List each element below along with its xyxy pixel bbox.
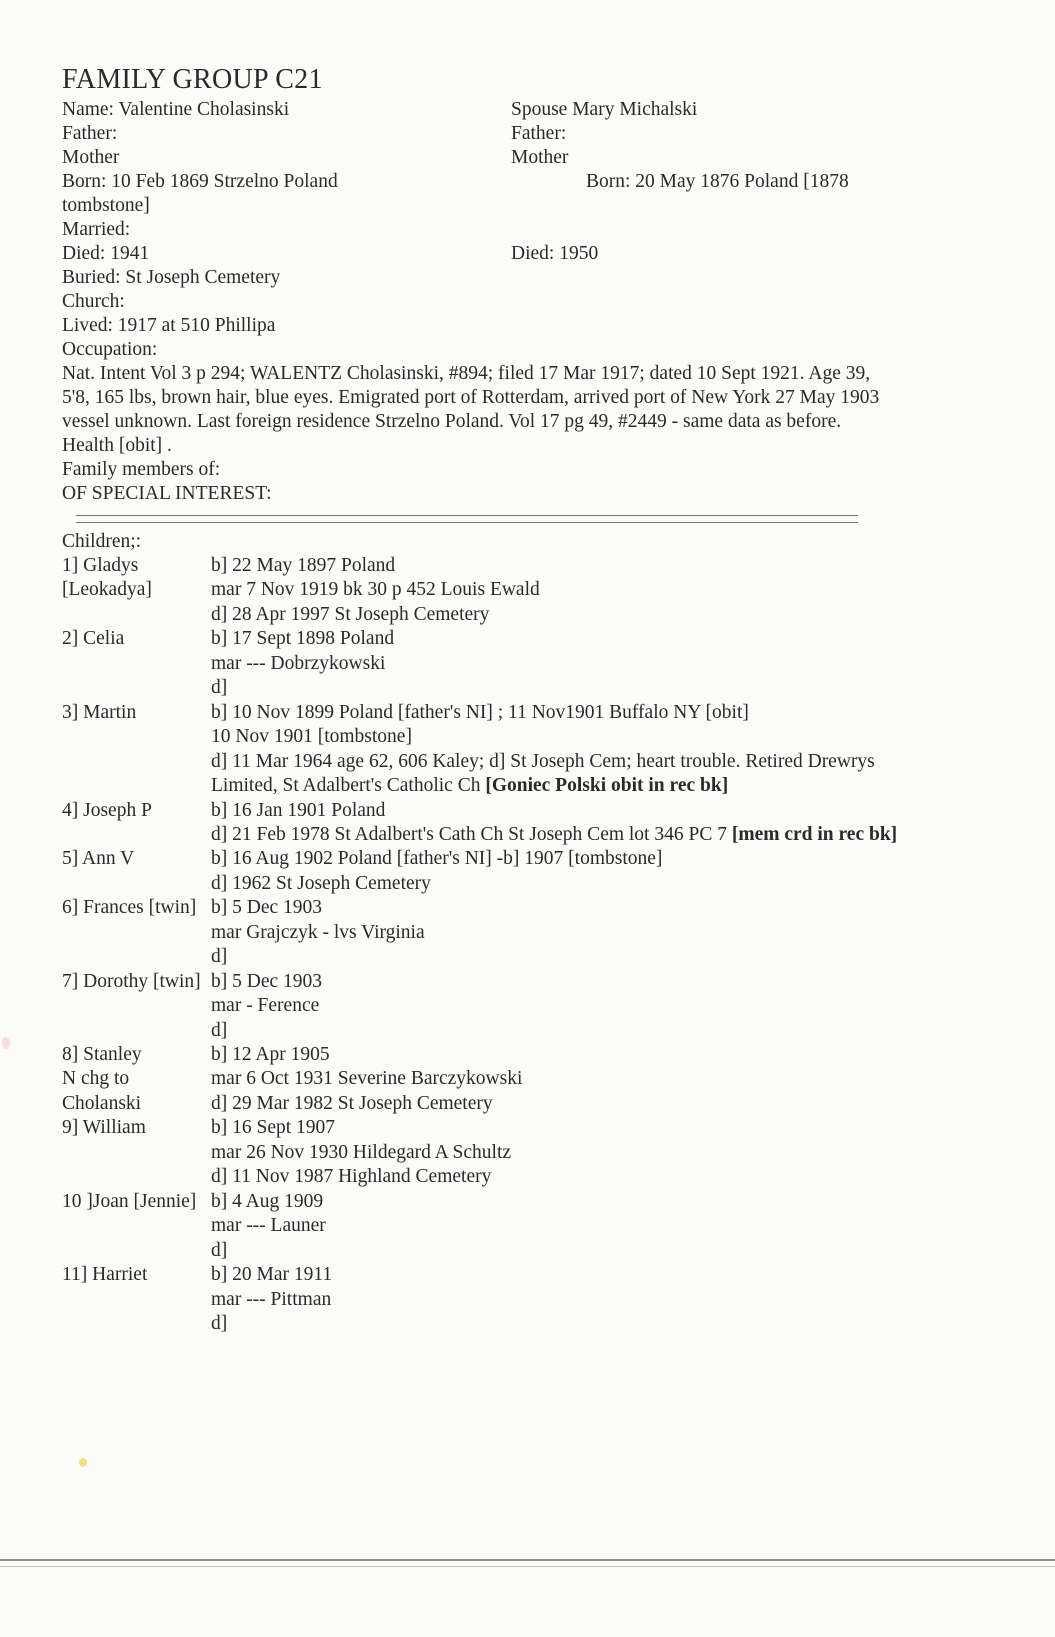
child-detail-cell (211, 725, 412, 749)
child-detail-cell (211, 1141, 511, 1165)
child-detail-cell (211, 1116, 335, 1140)
child-detail-bold-note: [mem crd in rec bk] (731, 824, 898, 845)
head-father-left: Father: (62, 123, 118, 144)
head-lived: Lived: 1917 at 510 Phillipa (62, 315, 276, 336)
child-detail-text: d] 28 Apr 1997 St Joseph Cemetery (211, 604, 490, 625)
child-detail-cell (211, 652, 385, 676)
child-detail-cell (211, 627, 394, 651)
child-detail-text: mar --- Pittman (211, 1289, 332, 1310)
head-church: Church: (62, 291, 125, 312)
family-members-line: Family members of: (62, 459, 221, 480)
child-detail-cell (211, 1043, 330, 1067)
child-detail-cell (211, 921, 425, 945)
child-detail-cell (211, 701, 749, 725)
child-name-cell: Cholanski (62, 1093, 142, 1114)
child-detail-cell (211, 750, 875, 774)
child-detail-cell (211, 970, 322, 994)
child-name-cell: 2] Celia (62, 628, 125, 649)
child-detail-cell (211, 799, 385, 823)
special-interest-line: OF SPECIAL INTEREST: (62, 483, 272, 504)
bottom-rule (0, 1559, 1055, 1561)
child-name-cell: [Leokadya] (62, 579, 152, 600)
child-detail-text: b] 22 May 1897 Poland (211, 555, 396, 576)
child-name-cell: 3] Martin (62, 702, 137, 723)
child-detail-cell (211, 847, 662, 871)
margin-speck (79, 1458, 87, 1467)
head-born-right: Born: 20 May 1876 Poland [1878 (586, 171, 849, 192)
child-name-cell: 10 ]Joan [Jennie] (62, 1191, 197, 1212)
child-detail-cell (211, 1214, 326, 1238)
head-died-right: Died: 1950 (511, 243, 599, 264)
child-name-cell: 9] William (62, 1117, 146, 1138)
child-detail-cell (211, 1019, 227, 1043)
child-detail-text: b] 16 Jan 1901 Poland (211, 800, 386, 821)
naturalization-line: vessel unknown. Last foreign residence Strzelno Poland. Vol 17 pg 49, #2449 - same data as before. (62, 411, 842, 432)
child-detail-cell (211, 578, 540, 602)
child-detail-text: d] 21 Feb 1978 St Adalbert's Cath Ch St Joseph Cem lot 346 PC 7 (211, 824, 732, 845)
child-name-cell: 4] Joseph P (62, 800, 152, 821)
child-detail-text: b] 12 Apr 1905 (211, 1044, 330, 1065)
child-detail-cell (211, 1165, 491, 1189)
child-detail-cell (211, 1092, 493, 1116)
head-born-left: Born: 10 Feb 1869 Strzelno Poland (62, 171, 338, 192)
bottom-rule-faint (0, 1566, 1055, 1567)
child-detail-cell (211, 1288, 331, 1312)
child-detail-text: 10 Nov 1901 [tombstone] (211, 726, 412, 747)
head-father-right: Father: (511, 123, 567, 144)
child-detail-text: d] (211, 1313, 228, 1334)
child-name-cell: 5] Ann V (62, 848, 135, 869)
child-detail-cell (211, 823, 897, 847)
double-rule-divider (76, 515, 858, 523)
child-detail-text: d] (211, 1020, 228, 1041)
margin-speck (2, 1037, 10, 1049)
child-detail-cell (211, 994, 319, 1018)
head-married: Married: (62, 219, 131, 240)
child-name-cell: 7] Dorothy [twin] (62, 971, 201, 992)
child-name-cell: N chg to (62, 1068, 130, 1089)
child-detail-cell (211, 1190, 323, 1214)
child-detail-text: d] (211, 946, 228, 967)
child-detail-text: d] 1962 St Joseph Cemetery (211, 873, 431, 894)
child-name-cell: 8] Stanley (62, 1044, 142, 1065)
child-detail-cell (211, 554, 395, 578)
child-detail-text: b] 20 Mar 1911 (211, 1264, 333, 1285)
head-born-continued: tombstone] (62, 195, 150, 216)
child-detail-cell (211, 945, 227, 969)
child-detail-text: d] 11 Nov 1987 Highland Cemetery (211, 1166, 492, 1187)
head-spouse: Spouse Mary Michalski (511, 99, 698, 120)
child-detail-text: mar - Ference (211, 995, 320, 1016)
child-detail-text: Limited, St Adalbert's Catholic Ch (211, 775, 486, 796)
head-buried: Buried: St Joseph Cemetery (62, 267, 281, 288)
child-detail-cell (211, 1239, 227, 1263)
child-detail-bold-note: [Goniec Polski obit in rec bk] (485, 775, 729, 796)
child-detail-cell (211, 872, 431, 896)
child-detail-text: b] 16 Aug 1902 Poland [father's NI] -b] 1907 [tombstone] (211, 848, 663, 869)
child-name-cell: 11] Harriet (62, 1264, 148, 1285)
child-detail-text: b] 17 Sept 1898 Poland (211, 628, 395, 649)
naturalization-line: 5'8, 165 lbs, brown hair, blue eyes. Emigrated port of Rotterdam, arrived port of New York 27 May 1903 (62, 387, 880, 408)
child-detail-text: mar 7 Nov 1919 bk 30 p 452 Louis Ewald (211, 579, 540, 600)
child-detail-text: b] 5 Dec 1903 (211, 897, 323, 918)
child-detail-cell (211, 603, 489, 627)
child-detail-cell (211, 1312, 227, 1336)
children-header: Children;: (62, 531, 142, 552)
child-detail-text: d] (211, 1240, 228, 1261)
child-detail-text: b] 10 Nov 1899 Poland [father's NI] ; 11 Nov1901 Buffalo NY [obit] (211, 702, 749, 723)
naturalization-line: Nat. Intent Vol 3 p 294; WALENTZ Cholasinski, #894; filed 17 Mar 1917; dated 10 Sept 1921. Age 39, (62, 363, 871, 384)
child-detail-cell (211, 896, 322, 920)
child-detail-text: mar --- Dobrzykowski (211, 653, 386, 674)
child-detail-text: b] 16 Sept 1907 (211, 1117, 336, 1138)
child-detail-text: mar 6 Oct 1931 Severine Barczykowski (211, 1068, 523, 1089)
child-detail-text: b] 5 Dec 1903 (211, 971, 323, 992)
child-detail-text: d] 29 Mar 1982 St Joseph Cemetery (211, 1093, 493, 1114)
page-title: FAMILY GROUP C21 (62, 64, 323, 95)
head-name: Name: Valentine Cholasinski (62, 99, 290, 120)
head-mother-left: Mother (62, 147, 120, 168)
child-name-cell: 6] Frances [twin] (62, 897, 197, 918)
child-detail-text: d] (211, 677, 228, 698)
child-detail-cell (211, 676, 227, 700)
child-detail-text: d] 11 Mar 1964 age 62, 606 Kaley; d] St Joseph Cem; heart trouble. Retired Drewrys (211, 751, 875, 772)
health-line: Health [obit] . (62, 435, 172, 456)
child-detail-cell (211, 1067, 522, 1091)
child-detail-cell (211, 774, 728, 798)
child-detail-text: mar --- Launer (211, 1215, 326, 1236)
child-detail-text: mar 26 Nov 1930 Hildegard A Schultz (211, 1142, 512, 1163)
child-name-cell: 1] Gladys (62, 555, 139, 576)
child-detail-cell (211, 1263, 332, 1287)
head-occupation: Occupation: (62, 339, 158, 360)
head-died-left: Died: 1941 (62, 243, 150, 264)
head-mother-right: Mother (511, 147, 569, 168)
child-detail-text: b] 4 Aug 1909 (211, 1191, 324, 1212)
child-detail-text: mar Grajczyk - lvs Virginia (211, 922, 425, 943)
